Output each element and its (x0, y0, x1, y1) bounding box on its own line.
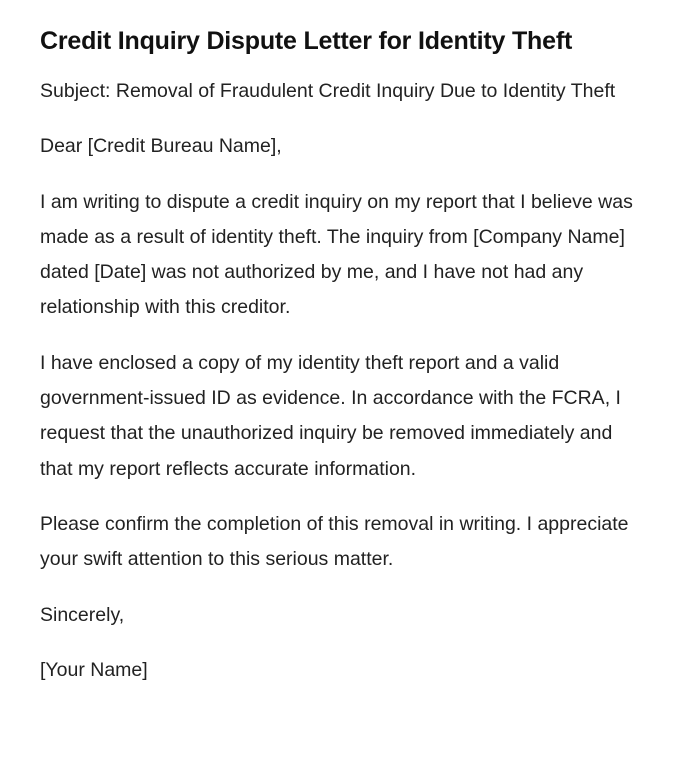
letter-paragraph-2: I have enclosed a copy of my identity theft report and a valid government-issued ID as evidence. In accordance with the FCRA, I request that the unauthorized inquiry be removed immediately and that my report reflects accurate information. (40, 351, 621, 480)
letter-closing: Sincerely, (40, 603, 125, 626)
letter-signature: [Your Name] (40, 658, 148, 681)
letter-title: Credit Inquiry Dispute Letter for Identity Theft (40, 27, 573, 55)
letter-paragraph-3: Please confirm the completion of this removal in writing. I appreciate your swift attention to this serious matter. (40, 512, 629, 571)
letter-paragraph-1: I am writing to dispute a credit inquiry on my report that I believe was made as a result of identity theft. The inquiry from [Company Name] dated [Date] was not authorized by me, and I have not had any relationship with this creditor. (40, 190, 633, 319)
letter-subject: Subject: Removal of Fraudulent Credit Inquiry Due to Identity Theft (40, 80, 616, 102)
letter-document (40, 22, 640, 708)
letter-salutation: Dear [Credit Bureau Name], (40, 135, 282, 158)
